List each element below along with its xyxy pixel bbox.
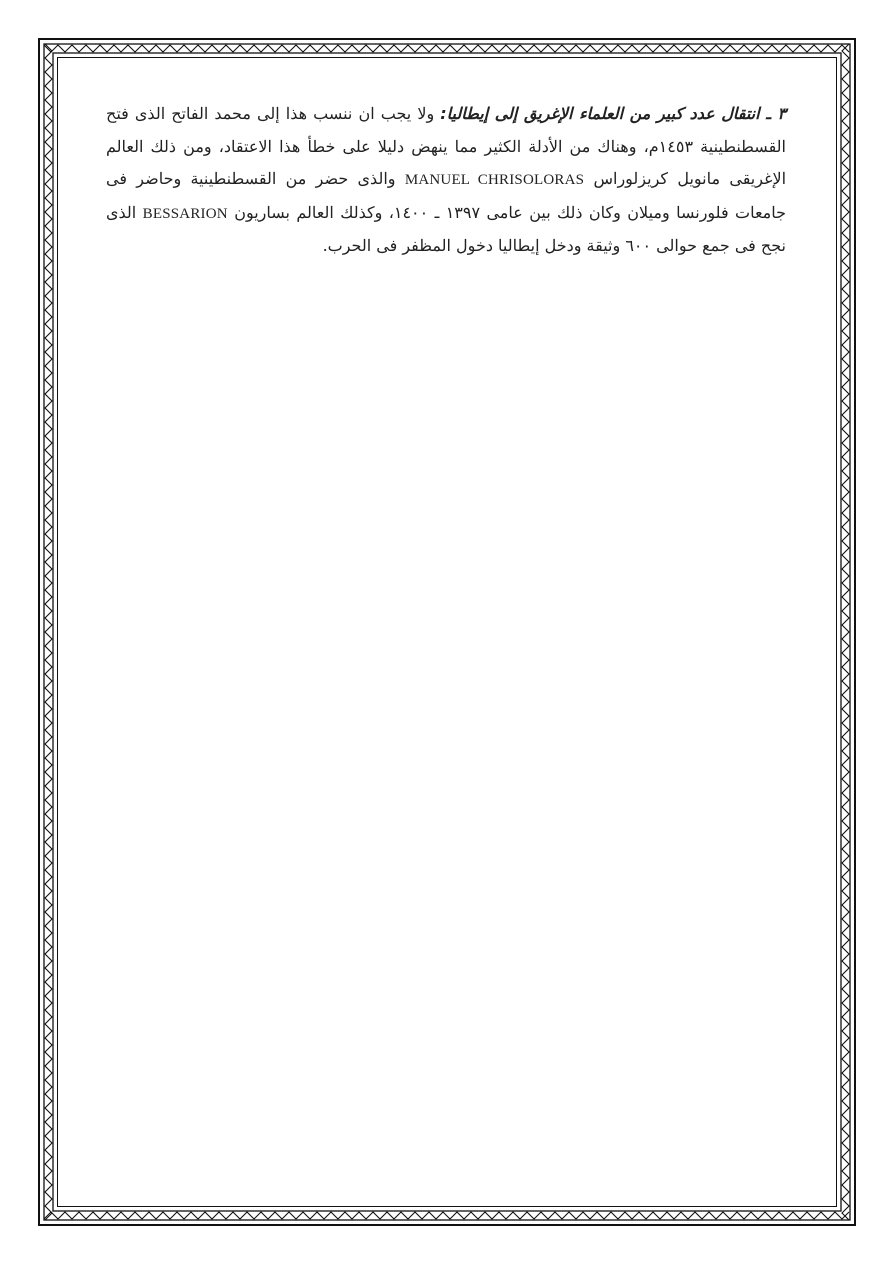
paragraph-text-2: والذى حضر من القسطنطينية وحاضر فى جامعات فلورنسا وميلان وكان ذلك بين عامى ١٣٩٧ ـ ١٤٠٠، وكذلك العالم بساريون <box>106 169 787 222</box>
latin-name-chrisoloras: MANUEL CHRISOLORAS <box>404 172 585 188</box>
latin-name-bessarion: BESSARION <box>142 205 228 222</box>
paragraph-text-3: الذى نجح فى جمع حوالى ٦٠٠ وثيقة ودخل إيطاليا دخول المظفر فى الحرب. <box>106 202 786 255</box>
body-text <box>106 98 786 263</box>
paragraph-text-1: ولا يجب ان ننسب هذا إلى محمد الفاتح الذى فتح القسطنطينية ١٤٥٣م، وهناك من الأدلة الكثير مما ينهض دليلا على خطأ هذا الاعتقاد، ومن ذلك العالم الإغريقى مانويل كريزلوراس <box>106 104 787 188</box>
paragraph-heading: ٣ ـ انتقال عدد كبير من العلماء الإغريق إلى إيطاليا: <box>440 104 786 123</box>
paragraph <box>106 98 786 263</box>
